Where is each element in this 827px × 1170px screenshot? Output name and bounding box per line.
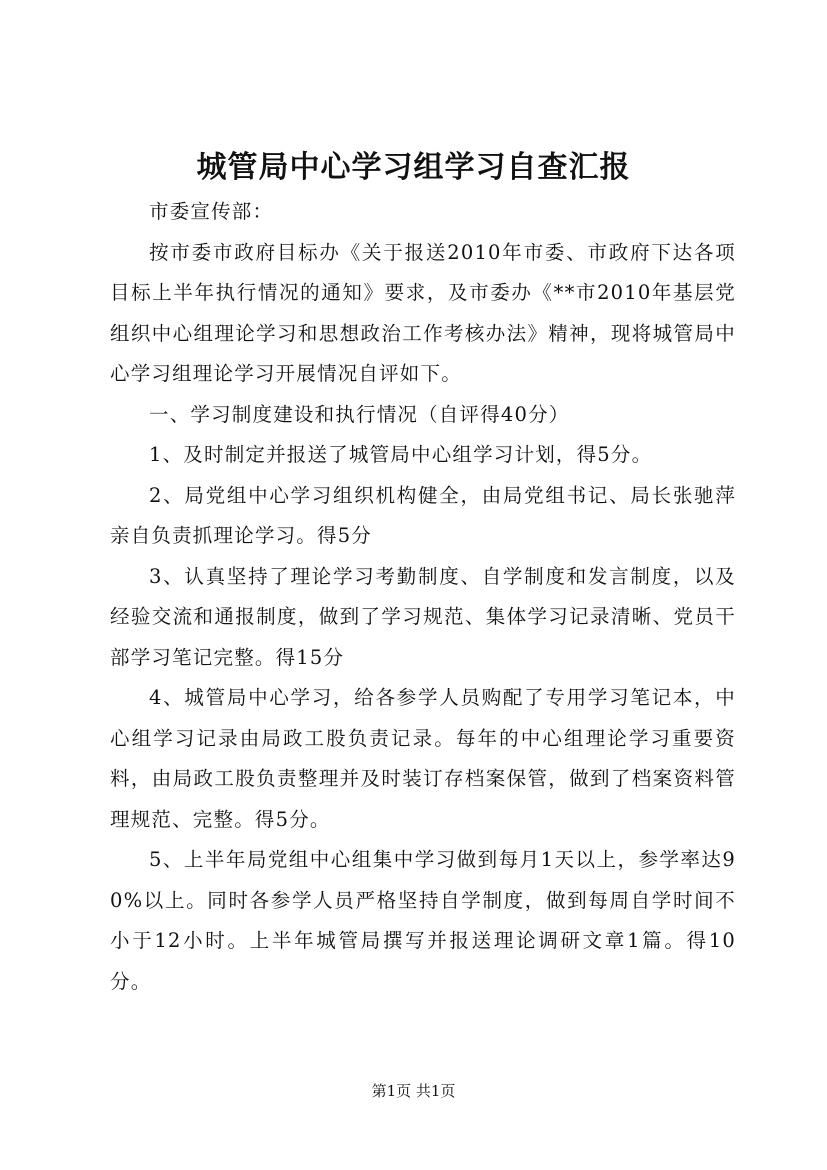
section-heading: 一、学习制度建设和执行情况（自评得40分） xyxy=(149,402,570,426)
salutation: 市委宣传部： xyxy=(149,200,274,223)
document-body xyxy=(110,192,736,1002)
intro-paragraph: 按市委市政府目标办《关于报送2010年市委、市政府下达各项目标上半年执行情况的通知》要求，及市委办《**市2010年基层党组织中心组理论学习和思想政治工作考核办法》精神，现将城管局中心学习组理论学习开展情况自评如下。 xyxy=(110,240,736,385)
item-4-paragraph: 4、城管局中心学习，给各参学人员购配了专用学习笔记本，中心组学习记录由局政工股负责记录。每年的中心组理论学习重要资料，由局政工股负责整理并及时装订存档案保管，做到了档案资料管理规范、完整。得5分。 xyxy=(110,686,736,831)
item-1-paragraph: 1、及时制定并报送了城管局中心组学习计划，得5分。 xyxy=(149,443,653,466)
page-footer: 第1页 共1页 xyxy=(371,1082,456,1100)
item-5-paragraph: 5、上半年局党组中心组集中学习做到每月1天以上，参学率达90%以上。同时各参学人员严格坚持自学制度，做到每周自学时间不小于12小时。上半年城管局撰写并报送理论调研文章1篇。得10分。 xyxy=(110,848,736,993)
item-3-paragraph: 3、认真坚持了理论学习考勤制度、自学制度和发言制度，以及经验交流和通报制度，做到了学习规范、集体学习记录清晰、党员干部学习笔记完整。得15分 xyxy=(110,564,736,669)
document-title: 城管局中心学习组学习自查汇报 xyxy=(196,150,631,185)
item-2-paragraph: 2、局党组中心学习组织机构健全，由局党组书记、局长张驰萍亲自负责抓理论学习。得5分 xyxy=(110,483,736,547)
